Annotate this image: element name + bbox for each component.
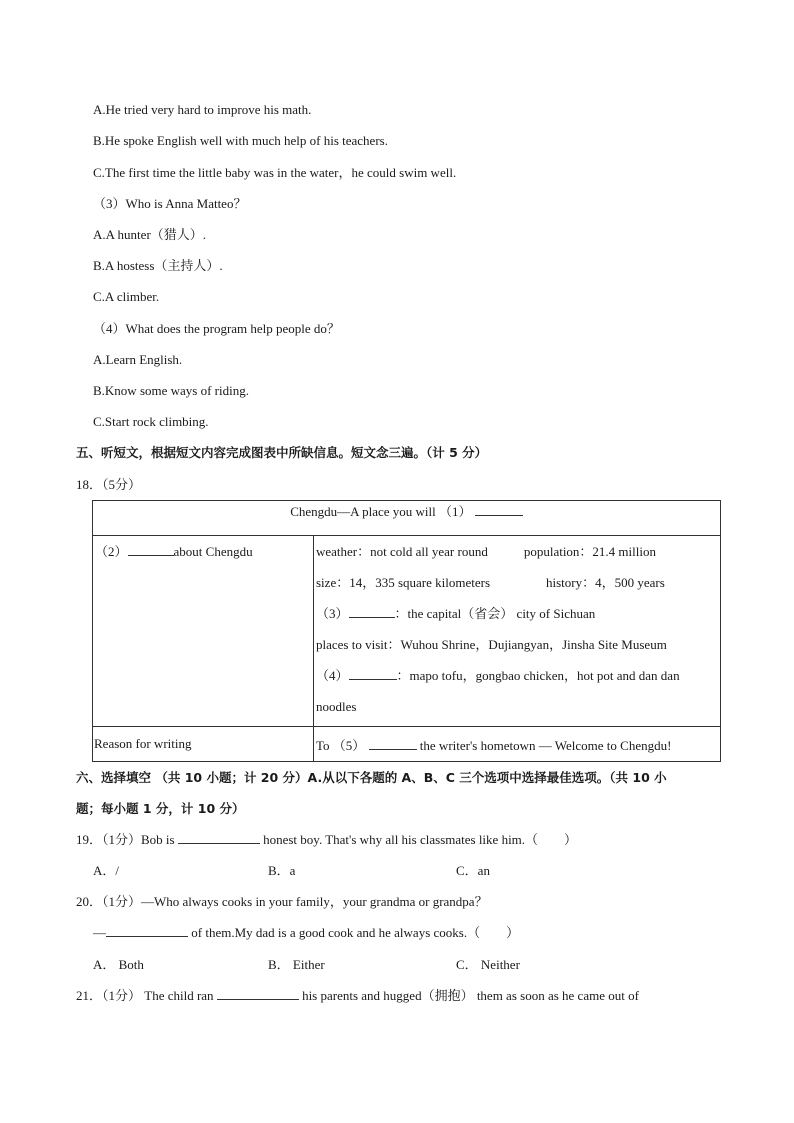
option-b: B.He spoke English well with much help of his teachers. xyxy=(93,133,388,148)
blank-3[interactable] xyxy=(349,605,395,618)
blank-label-5: To （5） xyxy=(316,737,366,753)
blank-20[interactable] xyxy=(106,924,188,937)
option-a[interactable]: A．/ xyxy=(93,863,120,878)
option-b[interactable]: B． Either xyxy=(268,957,325,972)
table-title: Chengdu—A place you will （1） xyxy=(290,504,472,519)
left-label-cell xyxy=(93,536,314,727)
blank-1[interactable] xyxy=(475,503,523,516)
question-21-prefix: 21．（1分） The child ran xyxy=(76,988,214,1003)
option-a: A.He tried very hard to improve his math. xyxy=(93,102,312,117)
reason-text: the writer's hometown — Welcome to Chengdu! xyxy=(419,737,672,753)
option-c: C.Start rock climbing. xyxy=(93,414,209,429)
blank-5[interactable] xyxy=(369,737,417,750)
question-20: 20．（1分）—Who always cooks in your family，your grandma or grandpa？ xyxy=(76,894,488,909)
places-text: places to visit：Wuhou Shrine，Dujiangyan，Jinsha Site Museum xyxy=(316,637,667,652)
blank-4[interactable] xyxy=(349,667,397,680)
option-c[interactable]: C．an xyxy=(456,863,490,878)
left-label-text: about Chengdu xyxy=(173,544,253,559)
blank-19[interactable] xyxy=(178,831,260,844)
reason-cell xyxy=(314,727,721,762)
question-3: （3）Who is Anna Matteo？ xyxy=(93,196,247,211)
question-19 xyxy=(76,831,577,849)
question-21 xyxy=(76,987,639,1005)
food-text: ：mapo tofu，gongbao chicken，hot pot and dan dan xyxy=(396,668,680,683)
reason-label-cell xyxy=(93,727,314,762)
option-a: A.A hunter（猎人）. xyxy=(93,227,207,242)
section-heading-6: 六、选择填空 （共 10 小题；计 20 分）A.从以下各题的 A、B、C 三个选项中选择最佳选项。（共 10 小 xyxy=(76,770,667,785)
question-19-prefix: 19．（1分）Bob is xyxy=(76,832,175,847)
blank-21[interactable] xyxy=(217,987,299,1000)
details-cell xyxy=(314,536,721,727)
question-number-18: 18．（5分） xyxy=(76,477,142,492)
size-text: size：14，335 square kilometers xyxy=(316,575,491,590)
blank-2[interactable] xyxy=(128,543,174,556)
question-19-suffix: honest boy. That's why all his classmates like him.（ ） xyxy=(263,832,578,847)
option-b[interactable]: B．a xyxy=(268,863,296,878)
option-a: A.Learn English. xyxy=(93,352,183,367)
capital-text: ：the capital（省会） city of Sichuan xyxy=(394,606,596,621)
food-text-cont: noodles xyxy=(316,699,357,714)
info-table xyxy=(92,500,721,762)
option-b: B.Know some ways of riding. xyxy=(93,383,249,398)
population-text: population：21.4 million xyxy=(523,544,656,559)
section-heading-5: 五、听短文，根据短文内容完成图表中所缺信息。短文念三遍。（计 5 分） xyxy=(76,445,488,460)
reason-label: Reason for writing xyxy=(94,736,192,751)
weather-text: weather：not cold all year round xyxy=(316,544,488,559)
section-heading-6-cont: 题；每小题 1 分，计 10 分） xyxy=(76,801,245,816)
option-c[interactable]: C． Neither xyxy=(456,957,520,972)
blank-label-4: （4） xyxy=(316,668,349,683)
option-b: B.A hostess（主持人）. xyxy=(93,258,223,273)
blank-label-2: （2） xyxy=(95,544,128,559)
option-c: C.A climber. xyxy=(93,289,160,304)
table-title-cell xyxy=(93,501,721,536)
option-a[interactable]: A． Both xyxy=(93,957,144,972)
history-text: history：4，500 years xyxy=(546,575,665,590)
question-20-line2 xyxy=(93,924,519,942)
question-21-suffix: his parents and hugged（拥抱） them as soon as he came out of xyxy=(302,988,639,1003)
option-c: C.The first time the little baby was in the water，he could swim well. xyxy=(93,165,457,180)
question-20-suffix: of them.My dad is a good cook and he always cooks.（ ） xyxy=(191,925,520,940)
question-4: （4）What does the program help people do？ xyxy=(93,321,340,336)
blank-label-3: （3） xyxy=(316,606,349,621)
dash: — xyxy=(93,925,106,940)
